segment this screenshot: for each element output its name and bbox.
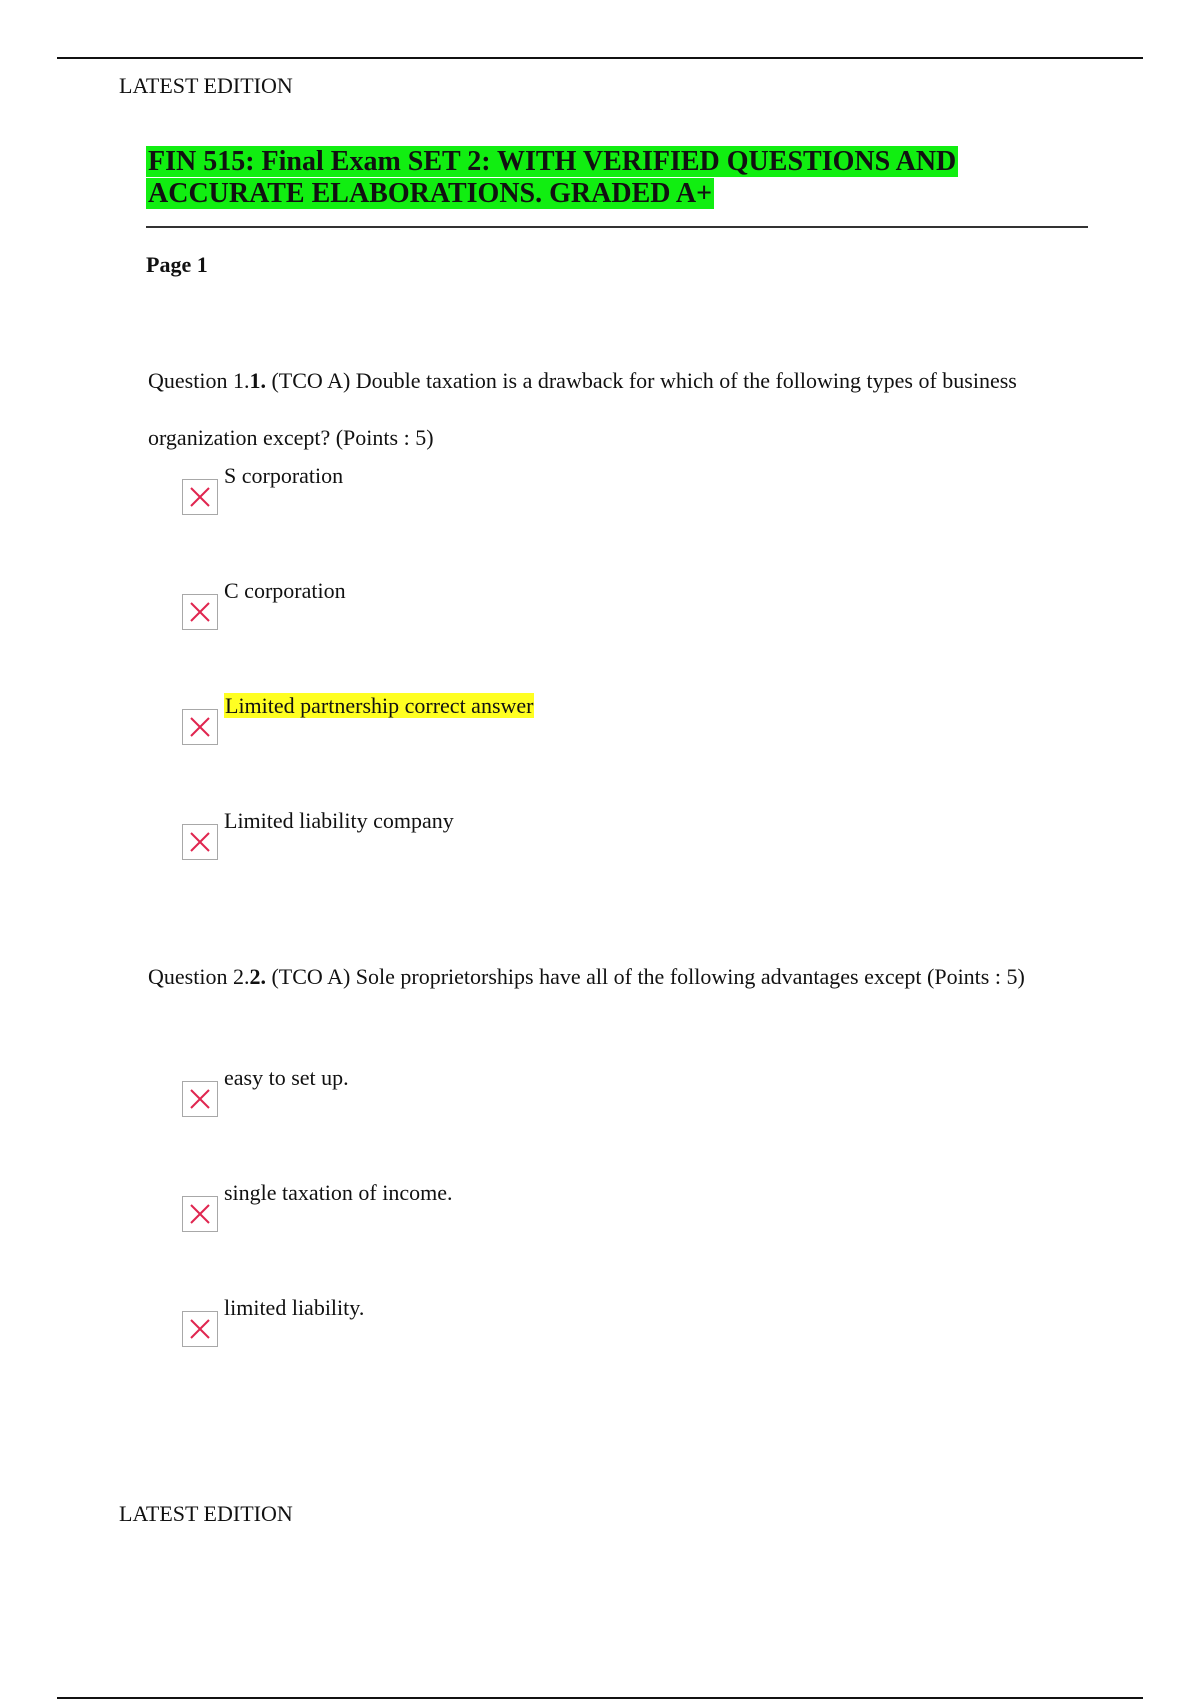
title-divider [146,226,1088,228]
correct-answer-highlight: Limited partnership correct answer [225,693,534,718]
option-label-correct-answer [224,693,534,719]
question-1-text: (TCO A) Double taxation is a drawback for which of the following types of business organization except? (Points : 5) [148,368,1017,450]
question-2-number: 2. [249,964,266,989]
broken-image-icon [182,479,218,515]
question-2-text: (TCO A) Sole proprietorships have all of the following advantages except (Points : 5) [265,964,1025,989]
document-title-text: FIN 515: Final Exam SET 2: WITH VERIFIED QUESTIONS AND ACCURATE ELABORATIONS. GRADED A+ [148,146,957,209]
question-2 [148,956,1048,997]
header-edition-label: LATEST EDITION [119,73,293,98]
option-label: single taxation of income. [224,1180,453,1205]
option-label: S corporation [224,463,344,488]
question-1-prefix: Question 1. [148,368,250,393]
broken-image-icon [182,1196,218,1232]
question-1-number: 1. [249,368,266,393]
question-2-prefix: Question 2. [148,964,250,989]
top-rule [57,57,1143,59]
question-1 [148,352,1048,466]
page-label: Page 1 [146,252,208,277]
broken-image-icon [182,1311,218,1347]
document-title [146,146,1046,210]
option-label: limited liability. [224,1295,365,1320]
option-label: C corporation [224,578,346,603]
bottom-rule [57,1697,1143,1699]
broken-image-icon [182,824,218,860]
footer-edition-label: LATEST EDITION [119,1501,293,1526]
option-label: easy to set up. [224,1065,349,1090]
broken-image-icon [182,594,218,630]
option-label: Limited liability company [224,808,454,833]
broken-image-icon [182,709,218,745]
broken-image-icon [182,1081,218,1117]
